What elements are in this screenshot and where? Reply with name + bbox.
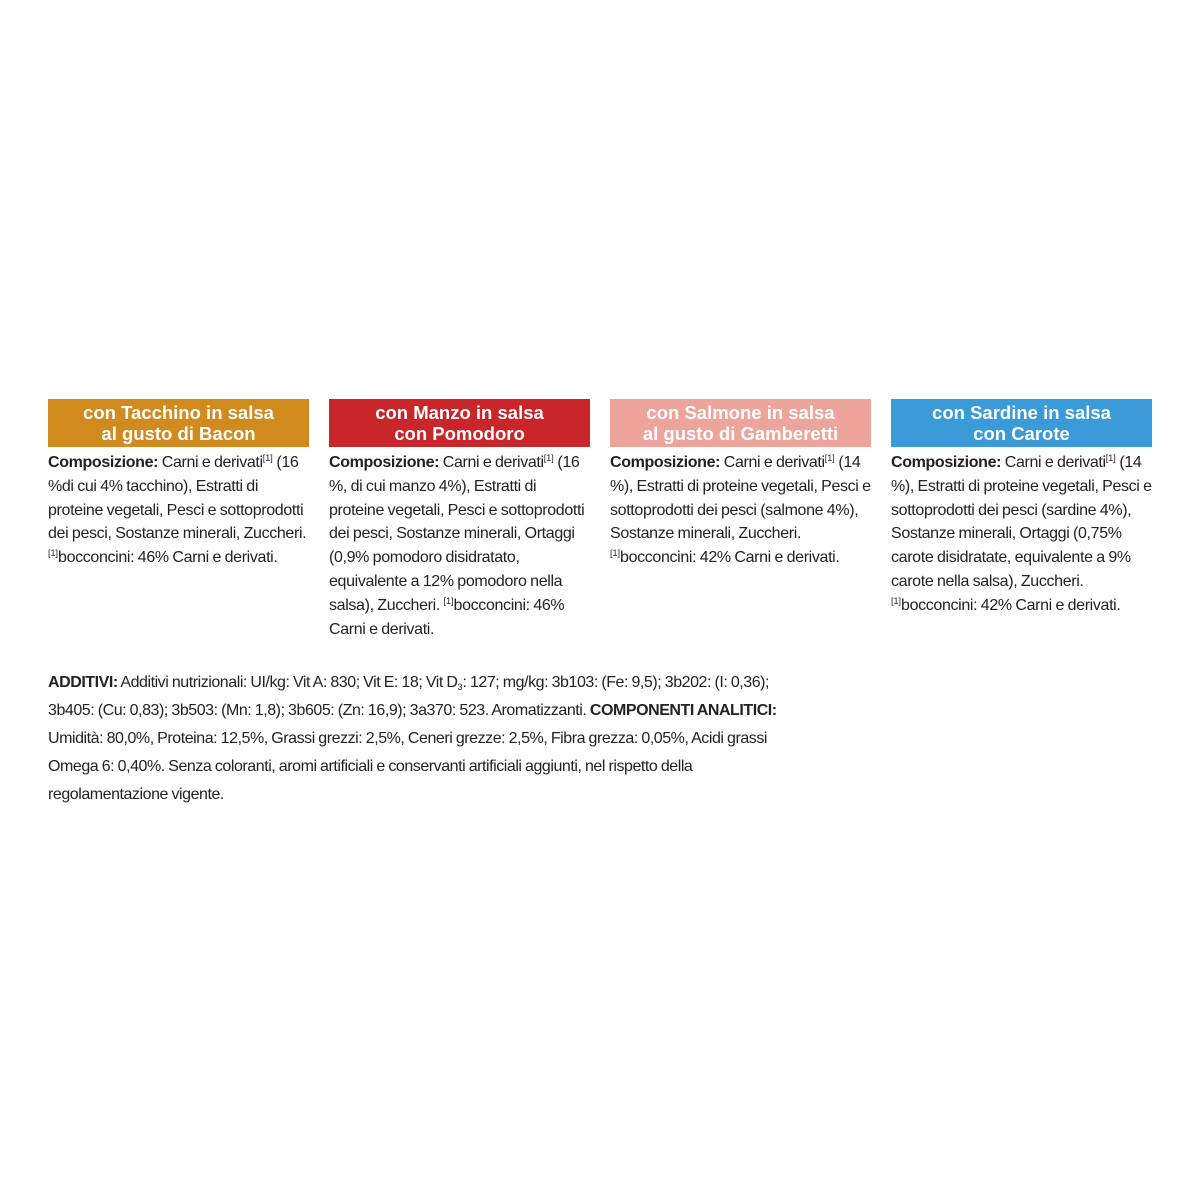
- flavor-title-line2: con Pomodoro: [394, 423, 525, 444]
- flavor-title-line1: con Manzo in salsa: [375, 402, 544, 423]
- composition-text: [610, 451, 871, 570]
- additives-paragraph: [48, 669, 808, 809]
- additives-label: ADDITIVI:: [48, 674, 118, 691]
- flavor-header-sardine: [891, 399, 1152, 447]
- product-column-beef: [329, 399, 590, 641]
- footnote-marker: [1]: [543, 453, 554, 463]
- composition-part3: bocconcini: 42% Carni e derivati.: [901, 596, 1121, 614]
- analytic-components-text: Umidità: 80,0%, Proteina: 12,5%, Grassi grezzi: 2,5%, Ceneri grezze: 2,5%, Fibra grezza: 0,05%, Acidi grassi Omega 6: 0,40%. Senza coloranti, aromi artificiali e conservanti artificiali aggiunti, nel rispetto della regolamentazione vigente.: [48, 730, 767, 803]
- composition-text: [891, 451, 1152, 618]
- flavor-title-line2: con Carote: [973, 423, 1070, 444]
- flavor-title-line1: con Sardine in salsa: [932, 402, 1111, 423]
- flavor-title-line2: al gusto di Gamberetti: [642, 423, 839, 444]
- footnote-marker: [1]: [443, 595, 454, 606]
- footnote-marker: [1]: [610, 548, 621, 559]
- flavor-title-line1: con Tacchino in salsa: [83, 402, 274, 423]
- flavor-title-line1: con Salmone in salsa: [646, 402, 835, 423]
- analytic-components-label: COMPONENTI ANALITICI:: [589, 702, 777, 719]
- footnote-marker: [1]: [824, 453, 835, 463]
- composition-part2: (14 %), Estratti di proteine vegetali, Pesci e sottoprodotti dei pesci (sardine 4%), Sostanze minerali, Ortaggi (0,75% carote disidratate, equivalente a 9% carote nella salsa), Zuccheri.: [891, 454, 1152, 590]
- composition-part2: (16 %di cui 4% tacchino), Estratti di proteine vegetali, Pesci e sottoprodotti dei pesci, Sostanze minerali, Zuccheri.: [48, 454, 307, 543]
- flavor-header-turkey: [48, 399, 309, 447]
- composition-part2: (16 %, di cui manzo 4%), Estratti di proteine vegetali, Pesci e sottoprodotti dei pesci, Sostanze minerali, Ortaggi (0,9% pomodoro disidratato, equivalente a 12% pomodoro nella salsa), Zuccheri.: [329, 454, 585, 614]
- flavor-title-line2: al gusto di Bacon: [101, 423, 256, 444]
- footnote-marker: [1]: [891, 595, 902, 606]
- composition-part1: Carni e derivati: [723, 454, 825, 471]
- flavor-header-beef: [329, 399, 590, 447]
- product-column-turkey: [48, 399, 309, 570]
- additives-text-continued: : 127; mg/kg: 3b103: (Fe: 9,5); 3b202: (I: 0,36); 3b405: (Cu: 0,83); 3b503: (Mn: 1,8); 3b605: (Zn: 16,9); 3a370: 523. Aromatizzanti.: [48, 674, 770, 719]
- footnote-marker: [1]: [262, 453, 273, 463]
- footnote-marker: [1]: [48, 548, 59, 559]
- composition-label: Composizione:: [610, 454, 721, 471]
- composition-part3: bocconcini: 46% Carni e derivati.: [329, 596, 565, 638]
- flavor-header-salmon: [610, 399, 871, 447]
- composition-part3: bocconcini: 46% Carni e derivati.: [58, 549, 278, 567]
- composition-text: [48, 451, 309, 570]
- additives-text: Additivi nutrizionali: UI/kg: Vit A: 830; Vit E: 18; Vit D: [120, 674, 458, 691]
- composition-label: Composizione:: [329, 454, 440, 471]
- vitamin-d-subscript: 3: [457, 682, 463, 692]
- composition-part1: Carni e derivati: [1004, 454, 1106, 471]
- product-column-salmon: [610, 399, 871, 570]
- composition-label: Composizione:: [48, 454, 159, 471]
- composition-part1: Carni e derivati: [161, 454, 263, 471]
- composition-part2: (14 %), Estratti di proteine vegetali, Pesci e sottoprodotti dei pesci (salmone 4%), Sostanze minerali, Zuccheri.: [610, 454, 871, 543]
- footnote-marker: [1]: [1105, 453, 1116, 463]
- product-column-sardine: [891, 399, 1152, 618]
- composition-text: [329, 451, 590, 641]
- composition-part3: bocconcini: 42% Carni e derivati.: [620, 549, 840, 567]
- composition-label: Composizione:: [891, 454, 1002, 471]
- composition-part1: Carni e derivati: [442, 454, 544, 471]
